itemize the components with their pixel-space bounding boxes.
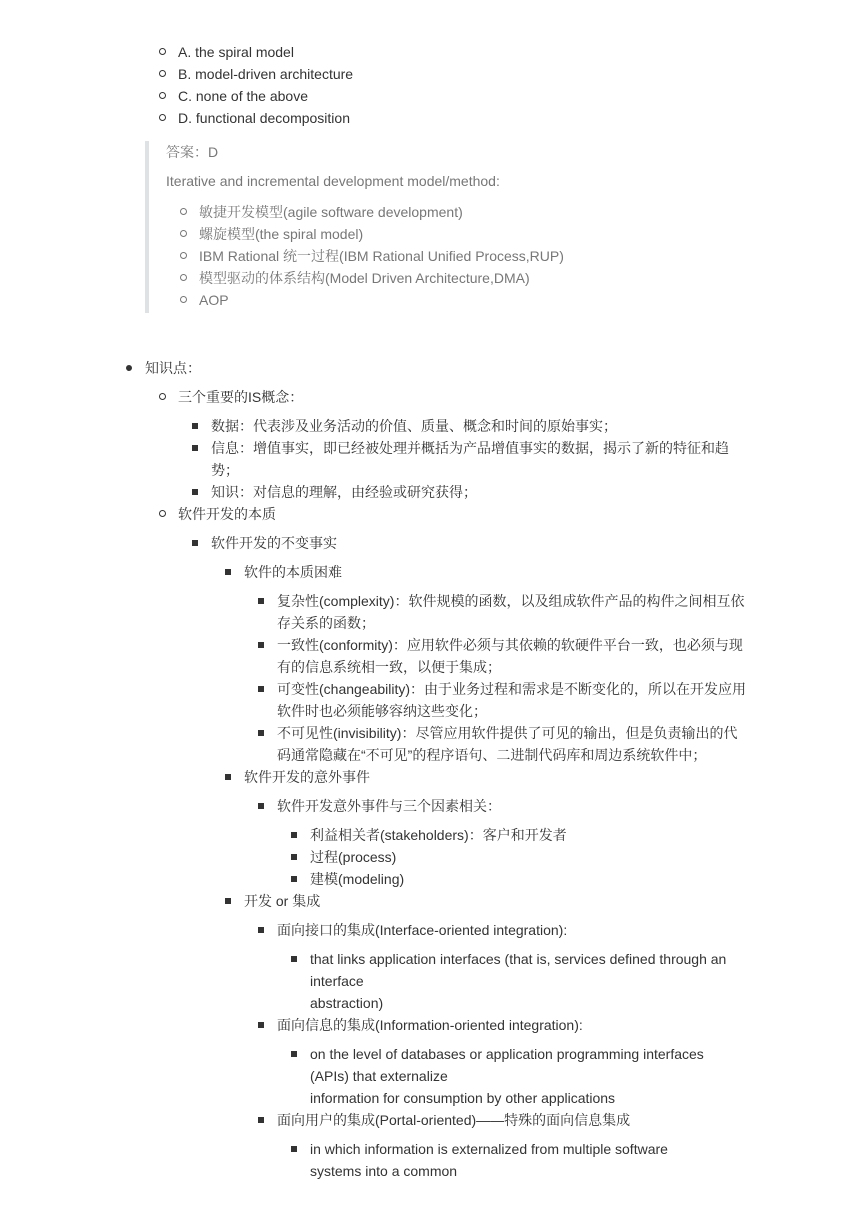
interface-integration-list xyxy=(310,948,757,1014)
circle-bullet-icon xyxy=(159,114,166,121)
square-bullet-icon xyxy=(192,423,198,429)
notes-sublist xyxy=(178,386,757,1182)
accidents-sub-item xyxy=(277,795,757,890)
list-item: 过程(process) xyxy=(310,846,757,868)
square-bullet-icon xyxy=(258,642,264,648)
notes-title: 知识点： xyxy=(145,360,201,376)
list-item: 知识：对信息的理解，由经验或研究获得； xyxy=(211,481,757,503)
answer-blockquote xyxy=(145,141,755,313)
portal-integration-item xyxy=(277,1109,757,1182)
option-a: A. the spiral model xyxy=(178,41,353,63)
list-item: 数据：代表涉及业务活动的价值、质量、概念和时间的原始事实； xyxy=(211,415,757,437)
options-list xyxy=(178,41,353,129)
square-bullet-icon xyxy=(258,927,264,933)
list-item: 可变性(changeability)：由于业务过程和需求是不断变化的，所以在开发应用 软件时也必须能够容纳这些变化； xyxy=(277,678,757,722)
circle-bullet-icon xyxy=(180,208,187,215)
difficulty-list xyxy=(277,590,757,766)
integration-item xyxy=(244,890,757,1182)
square-bullet-icon xyxy=(291,832,297,838)
option-c: C. none of the above xyxy=(178,85,353,107)
list-item: IBM Rational 统一过程(IBM Rational Unified Process,RUP) xyxy=(199,245,755,267)
information-integration-list xyxy=(310,1043,757,1109)
accidents-factors-list xyxy=(310,824,757,890)
is-concepts-item xyxy=(178,386,757,503)
square-bullet-icon xyxy=(225,898,231,904)
circle-bullet-icon xyxy=(180,252,187,259)
accidents-title: 软件开发的意外事件 xyxy=(244,769,370,785)
list-item: 一致性(conformity)：应用软件必须与其依赖的软硬件平台一致，也必须与现 有的信息系统相一致，以便于集成； xyxy=(277,634,757,678)
portal-integration-list xyxy=(310,1138,757,1182)
list-item: 不可见性(invisibility)：尽管应用软件提供了可见的输出，但是负责输出的代 码通常隐藏在“不可见”的程序语句、二进制代码库和周边系统软件中； xyxy=(277,722,757,766)
square-bullet-icon xyxy=(225,569,231,575)
portal-integration-title: 面向用户的集成(Portal-oriented)——特殊的面向信息集成 xyxy=(277,1112,631,1128)
circle-bullet-icon xyxy=(159,70,166,77)
circle-bullet-icon xyxy=(180,296,187,303)
option-b: B. model-driven architecture xyxy=(178,63,353,85)
integration-list xyxy=(277,919,757,1182)
interface-integration-title: 面向接口的集成(Interface-oriented integration): xyxy=(277,922,568,938)
accidents-item xyxy=(244,766,757,890)
interface-integration-item xyxy=(277,919,757,1014)
invariant-item xyxy=(211,532,757,1182)
integration-title: 开发 or 集成 xyxy=(244,893,321,909)
list-item: on the level of databases or application programming interfaces (APIs) that externalize information for consumption by other applications xyxy=(310,1043,757,1109)
square-bullet-icon xyxy=(258,803,264,809)
answer-intro: Iterative and incremental development model/method: xyxy=(166,173,500,189)
accidents-list xyxy=(277,795,757,890)
list-item: AOP xyxy=(199,289,755,311)
square-bullet-icon xyxy=(258,598,264,604)
circle-bullet-icon xyxy=(159,393,166,400)
essence-list xyxy=(211,532,757,1182)
answer-models-list xyxy=(199,201,755,311)
square-bullet-icon xyxy=(258,730,264,736)
difficulty-title: 软件的本质困难 xyxy=(244,564,342,580)
circle-bullet-icon xyxy=(159,510,166,517)
square-bullet-icon xyxy=(291,876,297,882)
square-bullet-icon xyxy=(291,956,297,962)
list-item: in which information is externalized from multiple software systems into a common xyxy=(310,1138,757,1182)
answer-text: 答案：D xyxy=(166,144,219,160)
list-item: 敏捷开发模型(agile software development) xyxy=(199,201,755,223)
square-bullet-icon xyxy=(258,1022,264,1028)
knowledge-points xyxy=(145,357,757,1182)
information-integration-item xyxy=(277,1014,757,1109)
circle-bullet-icon xyxy=(159,92,166,99)
list-item: 螺旋模型(the spiral model) xyxy=(199,223,755,245)
square-bullet-icon xyxy=(291,1051,297,1057)
list-item: that links application interfaces (that is, services defined through an interface abstraction) xyxy=(310,948,757,1014)
accidents-sub-title: 软件开发意外事件与三个因素相关： xyxy=(277,798,501,814)
invariant-title: 软件开发的不变事实 xyxy=(211,535,337,551)
square-bullet-icon xyxy=(258,686,264,692)
list-item: 模型驱动的体系结构(Model Driven Architecture,DMA) xyxy=(199,267,755,289)
disc-bullet-icon xyxy=(126,365,132,371)
circle-bullet-icon xyxy=(180,274,187,281)
list-item: 复杂性(complexity)：软件规模的函数，以及组成软件产品的构件之间相互依 存关系的函数； xyxy=(277,590,757,634)
square-bullet-icon xyxy=(192,540,198,546)
essence-title: 软件开发的本质 xyxy=(178,506,276,522)
list-item: 建模(modeling) xyxy=(310,868,757,890)
is-concepts-title: 三个重要的IS概念： xyxy=(178,389,304,405)
is-concepts-list xyxy=(211,415,757,503)
square-bullet-icon xyxy=(192,489,198,495)
difficulty-item xyxy=(244,561,757,766)
option-d: D. functional decomposition xyxy=(178,107,353,129)
square-bullet-icon xyxy=(291,854,297,860)
square-bullet-icon xyxy=(192,445,198,451)
information-integration-title: 面向信息的集成(Information-oriented integration): xyxy=(277,1017,583,1033)
square-bullet-icon xyxy=(258,1117,264,1123)
notes-item xyxy=(145,357,757,1182)
invariant-list xyxy=(244,561,757,1182)
square-bullet-icon xyxy=(291,1146,297,1152)
list-item: 利益相关者(stakeholders)：客户和开发者 xyxy=(310,824,757,846)
square-bullet-icon xyxy=(225,774,231,780)
essence-item xyxy=(178,503,757,1182)
list-item: 信息：增值事实，即已经被处理并概括为产品增值事实的数据，揭示了新的特征和趋 势； xyxy=(211,437,757,481)
circle-bullet-icon xyxy=(180,230,187,237)
circle-bullet-icon xyxy=(159,48,166,55)
